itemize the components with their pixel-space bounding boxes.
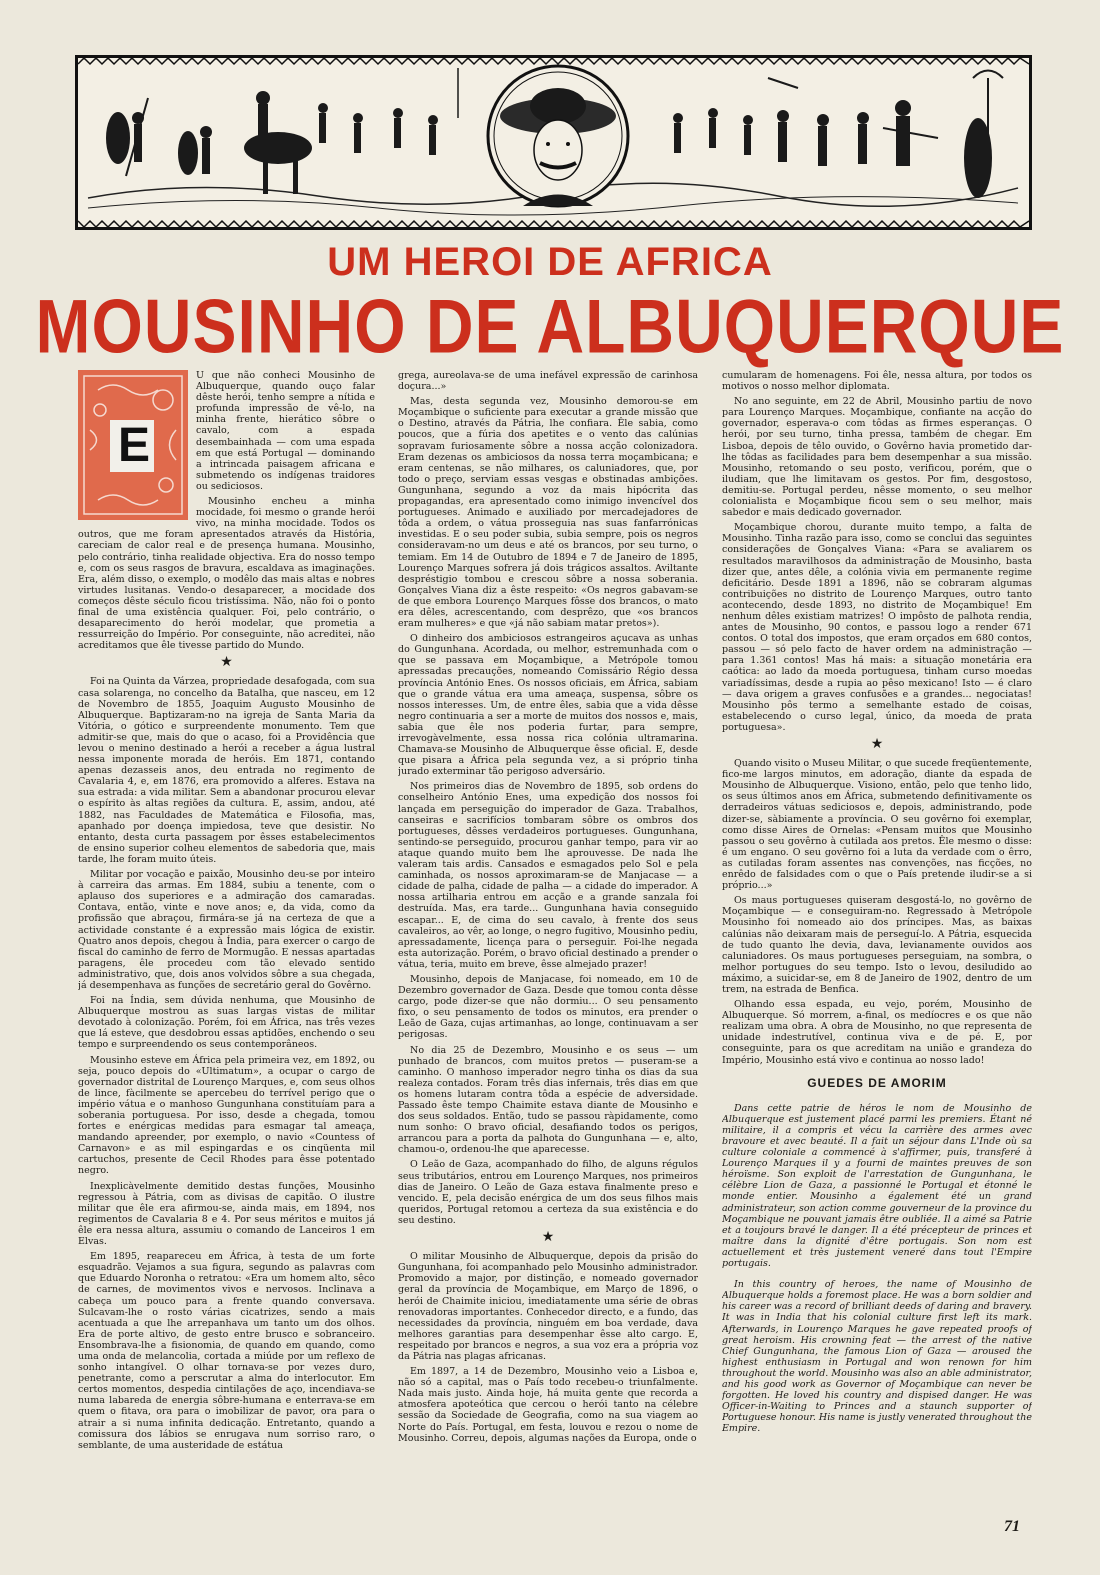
paragraph: Em 1897, a 14 de Dezembro, Mousinho veio a Lisboa e, não só a capital, mas o País todo recebeu-o triunfalmente. Nada mais justo. Ainda hoje, há muita gente que recorda a atmosfera apoteótica que cercou o herói tanto na célebre sessão da Sociedade de Geografia, como na sua viagem ao Norte do País. Portugal, em festa, louvou e rezou o nome de Mousinho. Correu, depois, algumas nações da Europa, onde o <box>398 1366 698 1444</box>
section-star: ★ <box>870 736 884 752</box>
paragraph: Inexplicàvelmente demitido destas funções, Mousinho regressou à Pátria, com as divisas de capitão. O ilustre militar que êle era afirmou-se, ainda mais, em 1894, nos regimentos de Cavalaria 8 e 4. Por seus méritos e muitos já êle era nessa altura, assumiu o comando de Lanceiros 1 em Elvas. <box>78 1180 375 1248</box>
paragraph: Militar por vocação e paixão, Mousinho deu-se por inteiro à carreira das armas. Em 1884, subiu a tenente, com o aplauso dos superiores e a admiração dos camaradas. Contava, então, vinte e nove anos; e, da vida, como da profissão que abraçou, firmára-se já na certeza de que a actividade constante é a expressão mais lógica de existir. Quatro anos depois, chegou à Índia, para exercer o cargo de fiscal do caminho de ferro de Mormugão. E nessas apartadas paragens, êle procedeu com tão elevado sentido administrativo, que, dois anos volvidos sôbre a sua chegada, já desempenhava as funções de secretário geral do Govêrno. <box>78 869 375 991</box>
paragraph: O dinheiro dos ambiciosos estrangeiros açucava as unhas do Gungunhana. Acordada, ou melhor, estremunhada com o que se passava em Moçambique, a Metrópole tomou apressadas precauções, nomeando Comissário Régio dessa província António Enes. Os nossos oficiais, em África, sabiam que o grande vátua era uma ameaça, suspensa, sôbre os nossos interesses. Um, de entre êles, sabia que a vida dêsse negro continuaria a ser a morte de muitos dos nossos e, mais, sabia que êle nos poderia furtar, para sempre, irrevogàvelmente, essa nossa rica colónia ultramarina. Chamava-se Mousinho de Albuquerque êsse oficial. E, desde que pisara a África pela segunda vez, a si próprio tinha jurado exterminar tão perigoso adversário. <box>398 633 698 778</box>
paragraph: Quando visito o Museu Militar, o que sucede freqüentemente, fico-me largos minutos, em adoração, diante da espada de Mousinho de Albuquerque. Visiono, então, pelo que tenho lido, os seus últimos anos em África, submetendo definitivamente os derradeiros vátuas sediciosos e, depois, administrando, pode dizer-se, sàbiamente a província. O seu govêrno foi exemplar, como disse Aires de Ornelas: «Pensam muitos que Mousinho passou o seu govêrno à cutilada aos pretos. Êle mesmo o disse: é um engano. O seu govêrno foi a luta da verdade com o êrro, as cutiladas foram assentes nas convenções, nas ficções, no enrêdo de falsidades com o que o País pretende iludir-se a si próprio...» <box>722 758 1032 892</box>
page-number: 71 <box>1004 1518 1020 1535</box>
paragraph: Nos primeiros dias de Novembro de 1895, sob ordens do conselheiro António Enes, uma expedição dos nossos foi lançada em perseguição do imperador de Gaza. Trabalhos, canseiras e sacrifícios tombaram sôbre os ombros dos portugueses, dêsses verdadeiros portugueses. Gungunhana, sentindo-se perseguido, procurou ganhar tempo, para vir ao ataque quando muito bem lhe aprouvesse. De nada lhe valeram tais ardis. Cansados e esmagados pelo Sol e pela caminhada, os nossos aproximaram-se de Manjacase — a cidade de palha, cidade de palha — a cidade do imperador. A nossa artilharia entrou em acção e a grande sanzala foi destruída. Mas, era tarde... Gungunhana havia conseguido escapar... E, de cima do seu cavalo, à frente dos seus cavaleiros, ao vêr, ao longe, o negro fugitivo, Mousinho pediu, apressadamente, licença para o perseguir. Foi-lhe negada esta autorização. Porém, o bravo oficial destinado a prender o vátua, teria, muito em breve, êsse almejado prazer! <box>398 781 698 970</box>
header-illustration <box>75 55 1032 230</box>
section-star: ★ <box>541 1229 555 1246</box>
paragraph: No dia 25 de Dezembro, Mousinho e os seus — um punhado de brancos, com muitos pretos — puseram-se a caminho. O manhoso imperador negro tinha os dias da sua realeza contados. Foram três dias infernais, três dias em que os homens lutaram contra tôda a espécie de adversidade. Passado êste tempo Chaimite estava diante de Mousinho e dos seus soldados. Então, tudo se passou ràpidamente, como num sonho: O bravo oficial, desafiando todos os perigos, arrancou para a porta da palhota do Gungunhana — e, alto, chamou-o, ordenou-lhe que aparecesse. <box>398 1044 698 1156</box>
author-signature: GUEDES DE AMORIM <box>807 1075 947 1090</box>
article-column-1 <box>78 370 375 1510</box>
foreign-summaries <box>722 1103 1032 1435</box>
paragraph: O Leão de Gaza, acompanhado do filho, de alguns régulos seus tributários, entrou em Lourenço Marques, nos primeiros dias de Janeiro. O Leão de Gaza estava finalmente preso e vencido. E, pela decisão enérgica de um dos seus filhos mais queridos, Portugal retomou a certeza da sua existência e do seu destino. <box>398 1159 698 1226</box>
paragraph: Os maus portugueses quiseram desgostá-lo, no govêrno de Moçambique — e conseguiram-no. Regressado à Metrópole Mousinho foi nomeado aio dos príncipes. Mas, as baixas calúnias não deixaram mais de perseguí-lo. A Pátria, esquecida de tudo quanto lhe devia, dava, levianamente ouvidos aos caluniadores. Os maus portugueses perseguiam, na sombra, o melhor portugues do seu tempo. Isto o levou, desiludido ao máximo, a suicidar-se, em 8 de Janeiro de 1902, dentro de um trem, na estrada de Benfica. <box>722 895 1032 995</box>
paragraph: Mousinho esteve em África pela primeira vez, em 1892, ou seja, pouco depois do «Ultimatum», a ocupar o cargo de governador distrital de Lourenço Marques, e, com seus olhos de lince, fàcilmente se apercebeu do terrível perigo que o império vátua e o manhoso Gungunhana constituíam para a soberania portuguesa. Por isso, desde a chegada, tomou fortes e enérgicas medidas para esmagar tal ameaça, mandando apreender, por exemplo, o navio «Countess of Carnavon» e as mil espingardas e os cinqüenta mil cartuchos, presente de Cecil Rhodes para êsse potentado negro. <box>78 1054 375 1177</box>
summary-english: In this country of heroes, the name of Mousinho de Albuquerque holds a foremost place. He was a born soldier and his career was a record of brilliant deeds of daring and bravery. It was in India that his colonial culture first left its mark. Afterwards, in Lourenço Marques he gave repeated proofs of great heroism. His crowning feat — the arrest of the native Chief Gungunhana, the famous Lion of Gaza — aroused the highest enthusiasm in Portugal and won renown for him throughout the world. Mousinho was also an able administrator, and his good work as Governor of Moçambique can never be forgotten. He loved his country and dispised danger. He was Officer-in-Waiting to Princes and a staunch supporter of Portuguese honour. His name is justly venerated throughout the Empire. <box>722 1279 1032 1435</box>
summary-french: Dans cette patrie de héros le nom de Mousinho de Albuquerque est justement placé parmi les premiers. Étant né militaire, il a compris et vécu la carrière des armes avec bravoure et avec beauté. Il a fait un séjour dans L'Inde où sa culture coloniale a commencé à s'affirmer, puis, transferé à Lourenço Marques il y a fourni de maintes preuves de son héroïsme. Son exploit de l'arrestation de Gungunhana, le célèbre Lion de Gaza, a passionné le Portugal et étonné le monde entier. Mousinho a également été un grand administrateur, son action comme gouverneur de la province du Moçambique ne pouvant jamais être oubliée. Il a aimé sa Patrie et a toujours bravé le danger. Il a été précepteur de princes et maître dans la dignité d'être portugais. Son nom est actuellement et très justement veneré dans tout l'Empire portugais. <box>722 1102 1032 1270</box>
paragraph: Mas, desta segunda vez, Mousinho demorou-se em Moçambique o suficiente para executar a grande missão que o Destino, através da Pátria, lhe confiara. Êle sabia, como poucos, que a fúria dos apetites e o vento das calúnias sopravam furiosamente sôbre a nossa acção colonizadora. Eram dezenas os ambiciosos da nossa terra moçambicana; e eram centenas, se não milhares, os caluniadores, que, por todo o preço, serviam essas vesgas e obstinadas ambições. Gungunhana, segundo a voz da mais hipócrita das propagandas, era apresentado como inimigo invencível dos portugueses. Animado e auxiliado por mercadejadores de tôda a ordem, o vátua prosseguia nas suas fanfarrónicas investidas. E o seu poder subia, subia sempre, pois os negros consideravam-no um deus e até os brancos, por seu turno, o temiam. Em 14 de Outubro de 1894 e 7 de Janeiro de 1895, Lourenço Marques sofrera já dois trágicos assaltos. Aviltante despréstigio tombou e crescou sôbre a nossa soberania. Gonçalves Viana diz a êste respeito: «Os negros gabavam-se de que embora Lourenço Marques fôsse dos brancos, o mato era dêles, acrescentando, com desprêzo, que «os brancos eram mulheres» e que «já não sabiam matar pretos»). <box>398 396 698 630</box>
paragraph: Foi na Índia, sem dúvida nenhuma, que Mousinho de Albuquerque mostrou as suas largas vistas de militar devotado à colonização. Porém, foi em África, nas três vezes que lá esteve, que desdobrou essas aptidões, enchendo o seu tempo e surpreendendo os seus contemporâneos. <box>78 995 375 1051</box>
paragraph: No ano seguinte, em 22 de Abril, Mousinho partiu de novo para Lourenço Marques. Moçambique, confiante na acção do governador, esperava-o com tôdas as firmes esperanças. O herói, por seu turno, tinha pressa, também de chegar. Em Lisboa, depois de têlo ouvido, o Govêrno havia prometido dar-lhe tôdas as facilidades para bem desempenhar a sua missão. Mousinho, retomando o seu posto, verificou, porém, que o iludiam, que lhe limitavam os gestos. Por fim, desgostoso, demitiu-se. Portugal perdeu, nêsse momento, o seu melhor colonialista e Moçambique ficou sem o seu melhor, mais sabedor e mais dedicado governador. <box>722 396 1032 519</box>
paragraph: U que não conheci Mousinho de Albuquerque, quando ouço falar dêste herói, tenho sempre a nítida e profunda impressão de vê-lo, na minha frente, hierático sôbre o cavalo, com a espada desembainhada — com uma espada em que está Portugal — dominando a intrincada paisagem africana e submetendo os indígenas traidores ou sediciosos. <box>196 370 375 492</box>
headline-line-2: MOUSINHO DE ALBUQUERQUE <box>35 283 1065 369</box>
paragraph: Foi na Quinta da Várzea, propriedade desafogada, com sua casa solarenga, no concelho da Batalha, que nasceu, em 12 de Novembro de 1855, Joaquim Augusto Mousinho de Albuquerque. Baptizaram-no na igreja de Santa Maria da Vitória, o gótico e surpreendente monumento. Tem que admitir-se que, mais do que o acaso, foi a Providência que levou o menino destinado a herói a receber a água lustral nessa imponente morada de heróis. Em 1871, contando apenas dezasseis anos, deu entrada no regimento de Cavalaria 4, e, em 1876, era promovido a alferes. Estava na sua estrada: a vida militar. Sem a abandonar procurou elevar o espírito às altas regiões da cultura. E, assim, andou, até 1882, nas Faculdades de Matemática e Filosofia, mas, apanhado por doença impiedosa, teve que desistir. No entanto, desta curta passagem por êsses estabelecimentos de ensino superior colheu elementos de sabedoria que, mais tarde, lhe foram muito úteis. <box>78 676 375 865</box>
paragraph: grega, aureolava-se de uma inefável expressão de carinhosa doçura...» <box>398 370 698 393</box>
article-column-3 <box>722 370 1032 1480</box>
headline-line-1: UM HEROI DE AFRICA <box>327 240 773 284</box>
paragraph: Mousinho, depois de Manjacase, foi nomeado, em 10 de Dezembro governador de Gaza. Desde que tomou conta dêsse cargo, pode dizer-se que não dormiu... O seu pensamento fixo, o seu pensamento de todos os minutos, era prender o Leão de Gaza, cujas artimanhas, ao longe, continuavam a ser perigosas. <box>398 973 698 1041</box>
paragraph: Em 1895, reapareceu em África, à testa de um forte esquadrão. Vejamos a sua figura, segundo as palavras com que Eduardo Noronha o retratou: «Era um homem alto, sêco de carnes, de movimentos vivos e nervosos. Inclinava a cabeça um pouco para a frente quando conversava. Sulcavam-lhe o rosto várias cicatrizes, sendo a mais acentuada a que lhe arrepanhava um tanto um dos olhos. Era de porte altivo, de gesto entre brusco e sobranceiro. Ensombrava-lhe a fisionomia, de quando em quando, como uma onda de melancolia, cortada a miúde por um reflexo de sonho intangível. O olhar tornava-se por vezes duro, penetrante, como a perscrutar a alma do interlocutor. Em certos momentos, despedia cintilações de aço, incendiava-se numa labareda de energia sôbre-humana e enterrava-se em quem o fitava, ora para o imobilizar de pavor, ora para o atrair a si numa infinita dedicação. Entretanto, quando a comissura dos lábios se enrugava num sorriso raro, o semblante, de uma austeridade de estátua <box>78 1251 375 1451</box>
paragraph: Mousinho encheu a minha mocidade, foi mesmo o grande herói vivo, na minha mocidade. Todos os outros, que me foram apresentados através da História, careciam de calor real e de presença humana. Mousinho, pelo contrário, tinha realidade objectiva. Era do nosso tempo e, com os seus rasgos de bravura, escaldava as imaginações. Era, além disso, o exemplo, o modêlo das mais altas e nobres virtudes lusitanas. Vendo-o desaparecer, a mocidade dos começos dêste século ficou tristíssima. Não, não foi o ponto final de uma existência qualquer. Foi, pelo contrário, o desaparecimento do herói modelar, que prometia a ressurreição do Império. Por conseguinte, não acreditei, não acreditamos que êle tivesse partido do Mundo. <box>78 496 375 652</box>
drop-cap-letter: E <box>118 419 151 472</box>
section-star: ★ <box>220 654 233 671</box>
paragraph: Olhando essa espada, eu vejo, porém, Mousinho de Albuquerque. Só morrem, a-final, os medíocres e os que não realizam uma obra. A obra de Mousinho, no que representa de unidade indestrutível, continua viva e de pé. E, por conseguinte, para os que acreditam na união e grandeza do Império, Mousinho está vivo e continua ao nosso lado! <box>722 999 1032 1066</box>
battle-scene-illustration <box>78 58 1029 227</box>
article-column-2 <box>398 370 698 1490</box>
paragraph: O militar Mousinho de Albuquerque, depois da prisão do Gungunhana, foi acompanhado pelo Mousinho administrador. Promovido a major, por distinção, e nomeado governador geral da província de Moçambique, em Março de 1896, o herói de Chaimite iniciou, imediatamente uma série de obras renovadoras importantes. Conhecedor directo, e a fundo, das necessidades da província, ninguém em boa verdade, dava melhores garantias para desempenhar êsse alto cargo. E, respeitado por brancos e negros, a sua voz era a própria voz da Pátria nas plagas africanas. <box>398 1251 698 1362</box>
paragraph: Moçambique chorou, durante muito tempo, a falta de Mousinho. Tinha razão para isso, como se conclui das seguintes considerações de Gonçalves Viana: «Para se avaliarem os resultados maravilhosos da administração de Mousinho, basta dizer que, antes dêle, a colónia vivia em permanente regime deficitário. Desde 1891 a 1896, não se cobraram algumas contribuições no distrito de Lourenço Marques, outro tanto acontecendo, desde 1893, no distrito de Moçambique! Em nenhum dêles existiam matrizes! O impôsto de palhota rendia, antes de Mousinho, 90 contos, e passou logo a render 671 contos. O total dos impostos, que eram orçados em 680 contos, passou — só pelo facto de haver ordem na administração — para 1.361 contos! Mas há mais: a situação monetária era caótica: ao lado da moeda portuguesa, tinham curso moedas variadíssimas, desde a rupia ao pêso mexicano! Isto — é claro — dava origem a graves confusões e a grandes... negociatas! Mousinho pôs termo a semelhante estado de coisas, estabelecendo o curso legal, único, da moeda de prata portuguesa». <box>722 522 1032 733</box>
drop-cap-ornament <box>78 370 188 520</box>
paragraph: cumularam de homenagens. Foi êle, nessa altura, por todos os motivos o nosso melhor diplomata. <box>722 370 1032 393</box>
